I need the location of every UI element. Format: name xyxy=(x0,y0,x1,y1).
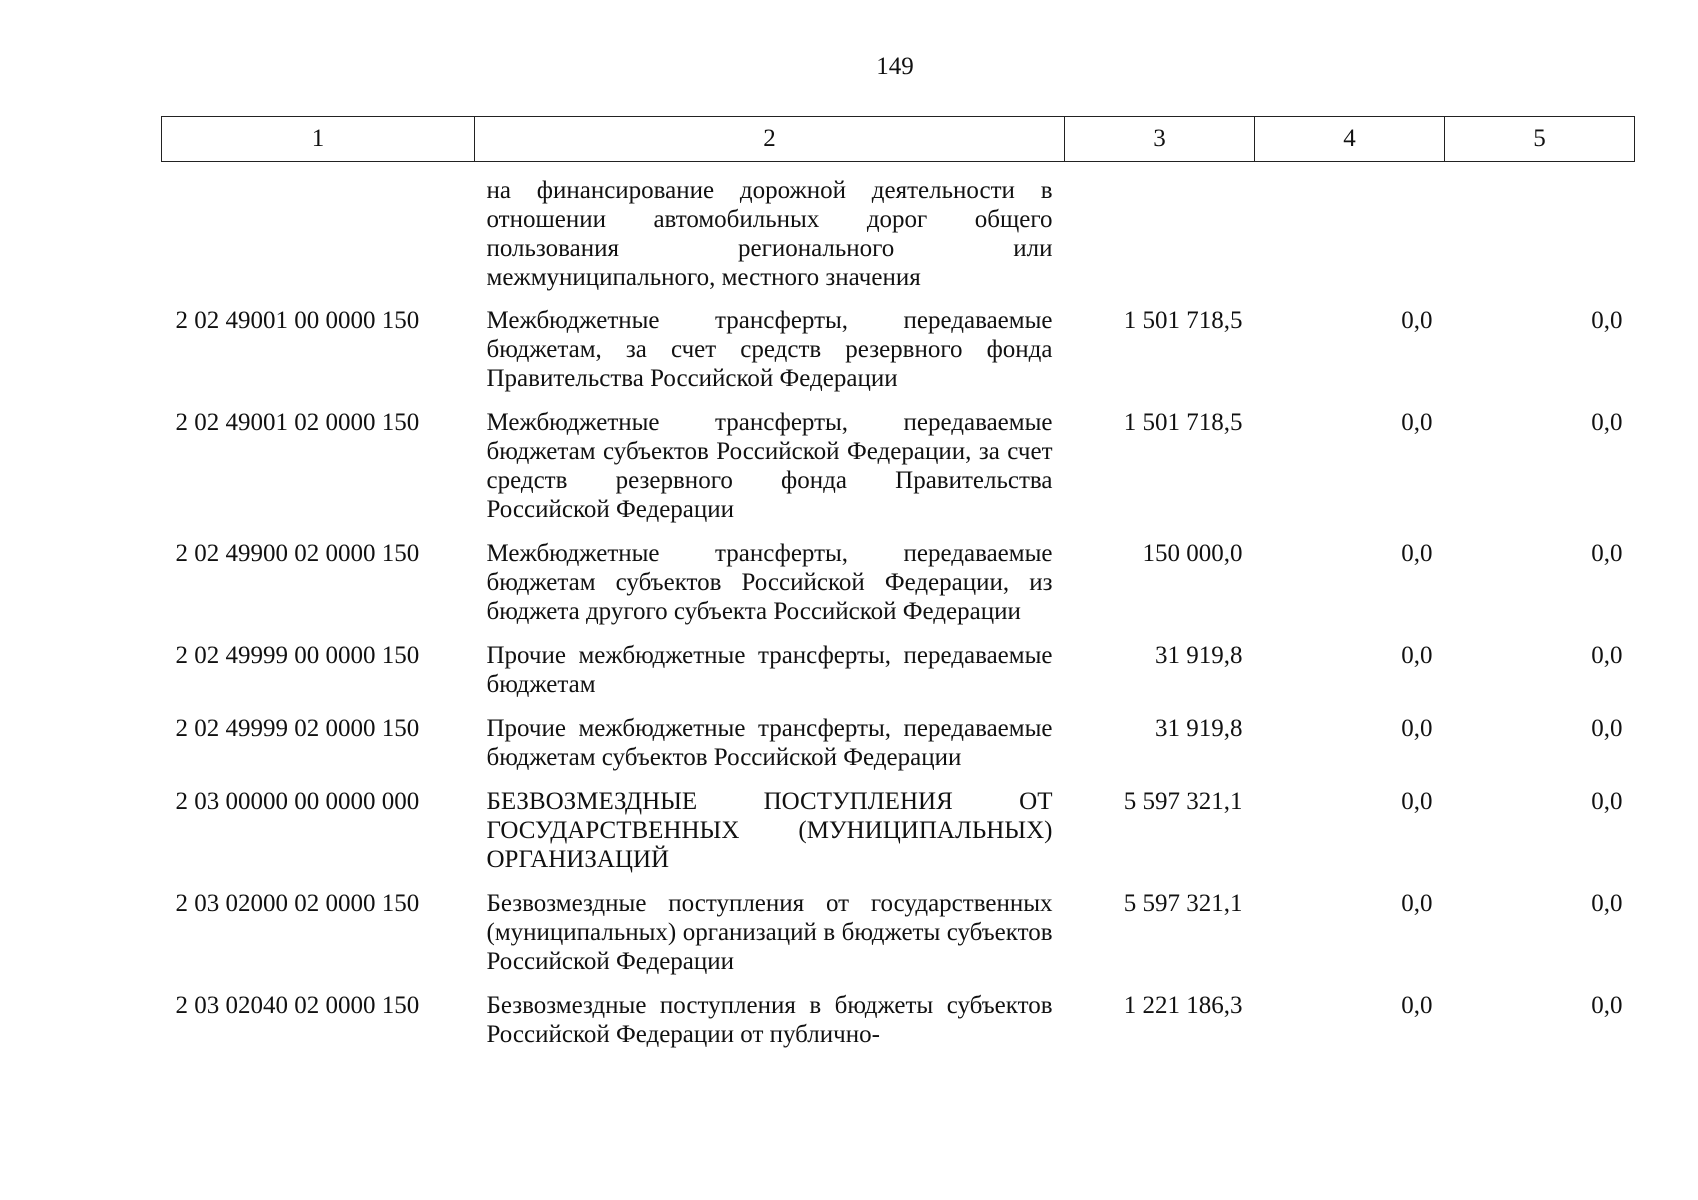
row-col5-value: 0,0 xyxy=(1591,642,1623,669)
row-description: Прочие межбюджетные трансферты, передаваемые бюджетам субъектов Российской Федерации xyxy=(486,715,1053,771)
continuation-col5 xyxy=(1445,162,1635,307)
row-col3-value: 150 000,0 xyxy=(1142,540,1243,567)
row-col4-value: 0,0 xyxy=(1401,890,1433,917)
row-description: Межбюджетные трансферты, передаваемые бюджетам, за счет средств резервного фонда Правительства Российской Федерации xyxy=(486,307,1053,392)
row-description: БЕЗВОЗМЕЗДНЫЕ ПОСТУПЛЕНИЯ ОТ ГОСУДАРСТВЕННЫХ (МУНИЦИПАЛЬНЫХ) ОРГАНИЗАЦИЙ xyxy=(486,788,1053,873)
table-row xyxy=(162,991,1635,1064)
row-col5-value: 0,0 xyxy=(1591,715,1623,742)
row-col5-value: 0,0 xyxy=(1591,307,1623,334)
row-col3-value: 5 597 321,1 xyxy=(1123,890,1243,917)
header-col-3: 3 xyxy=(1065,117,1255,162)
row-code: 2 03 02000 02 0000 150 xyxy=(175,890,420,917)
header-col-4: 4 xyxy=(1255,117,1445,162)
row-col5-value: 0,0 xyxy=(1591,890,1623,917)
table-body xyxy=(162,162,1635,1065)
table-row xyxy=(162,787,1635,889)
row-col5-value: 0,0 xyxy=(1591,788,1623,815)
table-row xyxy=(162,408,1635,539)
row-col5-value: 0,0 xyxy=(1591,540,1623,567)
row-code: 2 02 49999 02 0000 150 xyxy=(175,715,420,742)
row-code: 2 03 02040 02 0000 150 xyxy=(175,992,420,1019)
row-col3-value: 5 597 321,1 xyxy=(1123,788,1243,815)
row-code: 2 02 49900 02 0000 150 xyxy=(175,540,420,567)
row-col4-value: 0,0 xyxy=(1401,992,1433,1019)
row-col5-value: 0,0 xyxy=(1591,992,1623,1019)
row-code: 2 02 49001 00 0000 150 xyxy=(175,307,420,334)
continuation-description: на финансирование дорожной деятельности в отношении автомобильных дорог общего пользования регионального или межмуниципального, местного значения xyxy=(486,177,1053,291)
row-col3-value: 1 221 186,3 xyxy=(1123,992,1243,1019)
row-col4-value: 0,0 xyxy=(1401,307,1433,334)
continuation-row xyxy=(162,162,1635,307)
row-col4-value: 0,0 xyxy=(1401,788,1433,815)
row-col3-value: 31 919,8 xyxy=(1155,715,1243,742)
row-description: Межбюджетные трансферты, передаваемые бюджетам субъектов Российской Федерации, за счет средств резервного фонда Правительства Российской Федерации xyxy=(486,409,1053,523)
row-col4-value: 0,0 xyxy=(1401,540,1433,567)
row-description: Прочие межбюджетные трансферты, передаваемые бюджетам xyxy=(486,642,1053,698)
row-description: Безвозмездные поступления от государственных (муниципальных) организаций в бюджеты субъектов Российской Федерации xyxy=(486,890,1053,975)
table-row xyxy=(162,306,1635,408)
header-col-2: 2 xyxy=(475,117,1065,162)
budget-table xyxy=(161,116,1635,1064)
row-code: 2 02 49001 02 0000 150 xyxy=(175,409,420,436)
header-col-1: 1 xyxy=(162,117,475,162)
budget-table-container xyxy=(161,116,1634,1064)
page-number: 149 xyxy=(876,53,914,80)
continuation-col3 xyxy=(1065,162,1255,307)
header-col-5: 5 xyxy=(1445,117,1635,162)
row-code: 2 03 00000 00 0000 000 xyxy=(175,788,420,815)
row-col4-value: 0,0 xyxy=(1401,409,1433,436)
row-col4-value: 0,0 xyxy=(1401,642,1433,669)
row-col3-value: 1 501 718,5 xyxy=(1123,409,1243,436)
table-row xyxy=(162,889,1635,991)
continuation-col4 xyxy=(1255,162,1445,307)
table-row xyxy=(162,641,1635,714)
row-code: 2 02 49999 00 0000 150 xyxy=(175,642,420,669)
row-description: Безвозмездные поступления в бюджеты субъектов Российской Федерации от публично- xyxy=(486,992,1053,1048)
row-col4-value: 0,0 xyxy=(1401,715,1433,742)
table-header xyxy=(162,117,1635,162)
row-col3-value: 31 919,8 xyxy=(1155,642,1243,669)
continuation-code-cell xyxy=(162,162,475,307)
row-description: Межбюджетные трансферты, передаваемые бюджетам субъектов Российской Федерации, из бюджета другого субъекта Российской Федерации xyxy=(486,540,1053,625)
row-col3-value: 1 501 718,5 xyxy=(1123,307,1243,334)
table-row xyxy=(162,539,1635,641)
header-row xyxy=(162,117,1635,162)
row-col5-value: 0,0 xyxy=(1591,409,1623,436)
table-row xyxy=(162,714,1635,787)
